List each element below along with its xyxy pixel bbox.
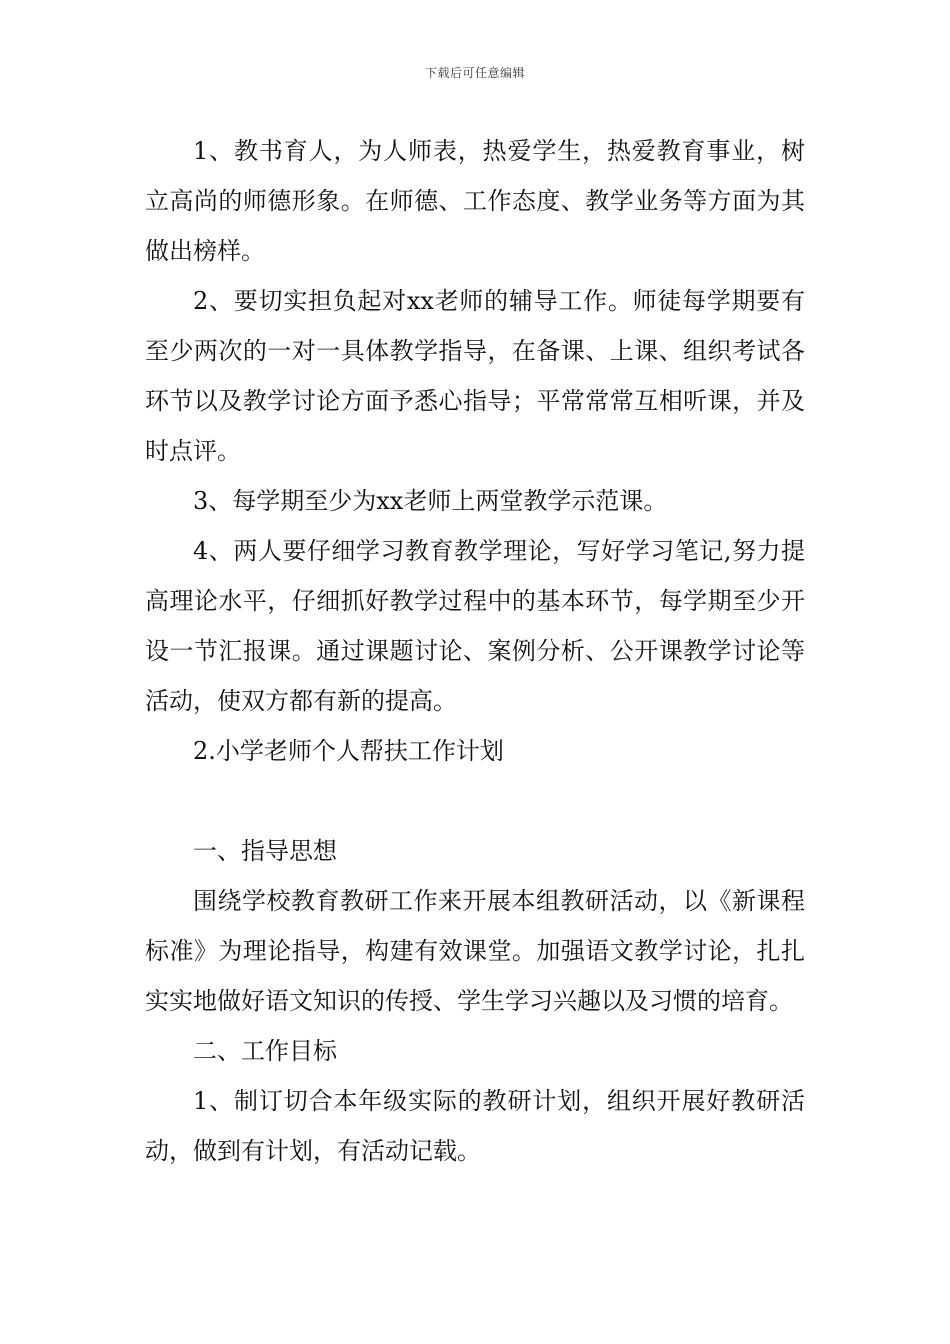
page-header: 下载后可任意编辑 bbox=[424, 66, 525, 80]
heading-guiding-ideology: 一、指导思想 bbox=[193, 837, 337, 865]
blank-line bbox=[145, 776, 805, 826]
paragraph-theory-study: 4、两人要仔细学习教育教学理论，写好学习笔记,努力提高理论水平，仔细抓好教学过程中的基本环节，每学期至少开设一节汇报课。通过课题讨论、案例分析、公开课教学讨论等活动，使双方都有新的提高。 bbox=[145, 537, 805, 715]
paragraph-demo-lessons: 3、每学期至少为xx老师上两堂教学示范课。 bbox=[193, 487, 668, 515]
paragraph-goal-1: 1、制订切合本年级实际的教研计划，组织开展好教研活动，做到有计划，有活动记载。 bbox=[145, 1087, 805, 1165]
section-title-plan: 2.小学老师个人帮扶工作计划 bbox=[193, 737, 504, 765]
paragraph-guiding-ideology: 围绕学校教育教研工作来开展本组教研活动，以《新课程标准》为理论指导，构建有效课堂。加强语文教学讨论，扎扎实实地做好语文知识的传授、学生学习兴趣以及习惯的培育。 bbox=[145, 887, 805, 1015]
paragraph-guidance-work: 2、要切实担负起对xx老师的辅导工作。师徒每学期要有至少两次的一对一具体教学指导，在备课、上课、组织考试各环节以及教学讨论方面予悉心指导；平常常常互相听课，并及时点评。 bbox=[145, 287, 805, 465]
document-body bbox=[145, 126, 805, 1176]
heading-work-goals: 二、工作目标 bbox=[193, 1037, 337, 1065]
paragraph-mentor-role: 1、教书育人，为人师表，热爱学生，热爱教育事业，树立高尚的师德形象。在师德、工作态度、教学业务等方面为其做出榜样。 bbox=[145, 137, 805, 265]
